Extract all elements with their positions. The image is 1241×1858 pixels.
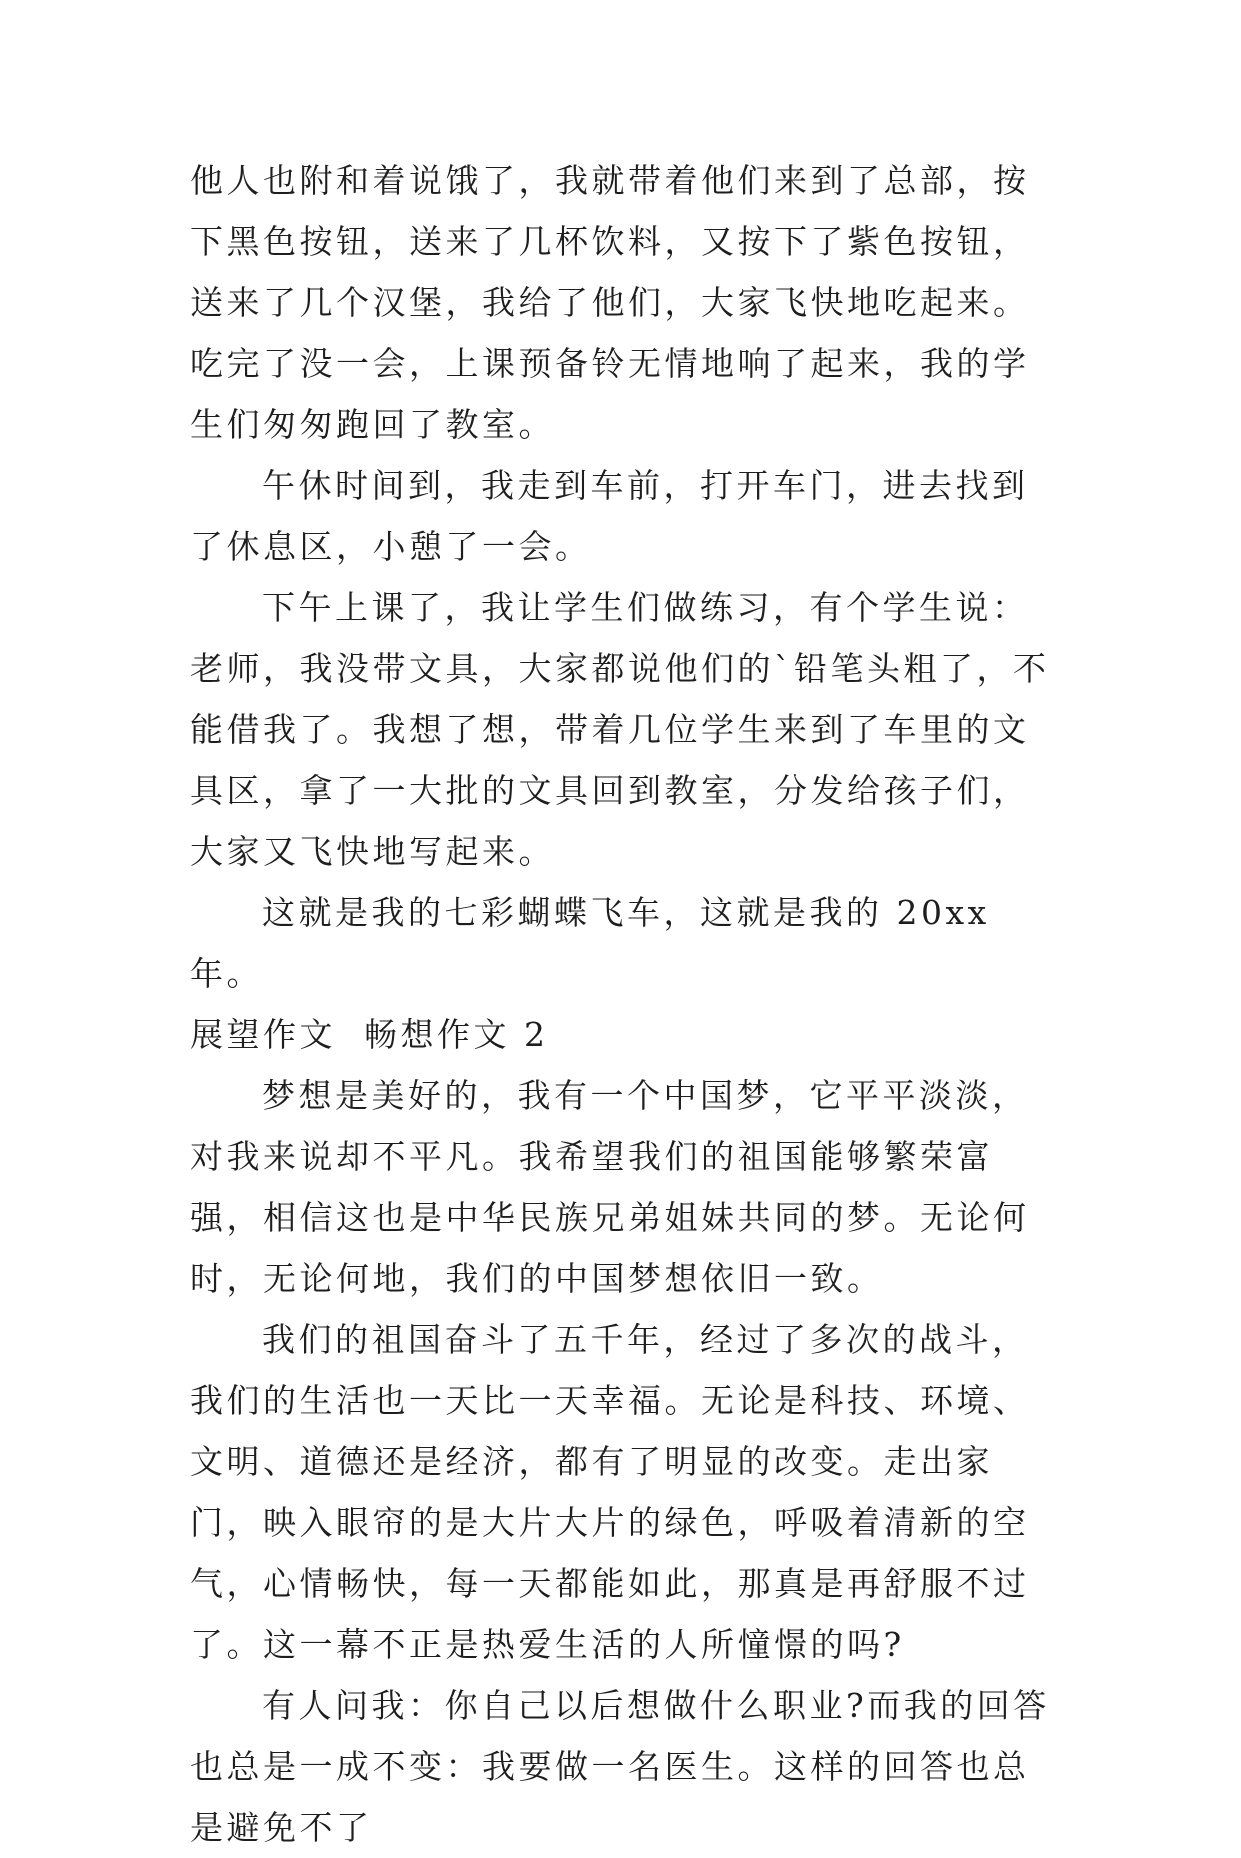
document-body — [190, 150, 1052, 1858]
section-title: 展望作文 畅想作文 2 — [190, 1015, 549, 1054]
paragraph-hamburger: 他人也附和着说饿了，我就带着他们来到了总部，按下黑色按钮，送来了几杯饮料，又按下了紫色按钮，送来了几个汉堡，我给了他们，大家飞快地吃起来。吃完了没一会，上课预备铃无情地响了起来，我的学生们匆匆跑回了教室。 — [190, 161, 1030, 444]
paragraph-butterfly-car: 这就是我的七彩蝴蝶飞车，这就是我的 20xx 年。 — [190, 893, 1004, 993]
paragraph-career: 有人问我：你自己以后想做什么职业?而我的回答也总是一成不变：我要做一名医生。这样的回答也总是避免不了 — [190, 1686, 1050, 1847]
paragraph-china-dream: 梦想是美好的，我有一个中国梦，它平平淡淡，对我来说却不平凡。我希望我们的祖国能够繁荣富强，相信这也是中华民族兄弟姐妹共同的梦。无论何时，无论何地，我们的中国梦想依旧一致。 — [190, 1076, 1030, 1298]
paragraph-stationery: 下午上课了，我让学生们做练习，有个学生说：老师，我没带文具，大家都说他们的`铅笔头粗了，不能借我了。我想了想，带着几位学生来到了车里的文具区，拿了一大批的文具回到教室，分发给孩子们，大家又飞快地写起来。 — [190, 588, 1050, 871]
paragraph-motherland: 我们的祖国奋斗了五千年，经过了多次的战斗，我们的生活也一天比一天幸福。无论是科技、环境、文明、道德还是经济，都有了明显的改变。走出家门，映入眼帘的是大片大片的绿色，呼吸着清新的空气，心情畅快，每一天都能如此，那真是再舒服不过了。这一幕不正是热爱生活的人所憧憬的吗? — [190, 1320, 1030, 1664]
paragraph-noon-break: 午休时间到，我走到车前，打开车门，进去找到了休息区，小憩了一会。 — [190, 466, 1029, 566]
